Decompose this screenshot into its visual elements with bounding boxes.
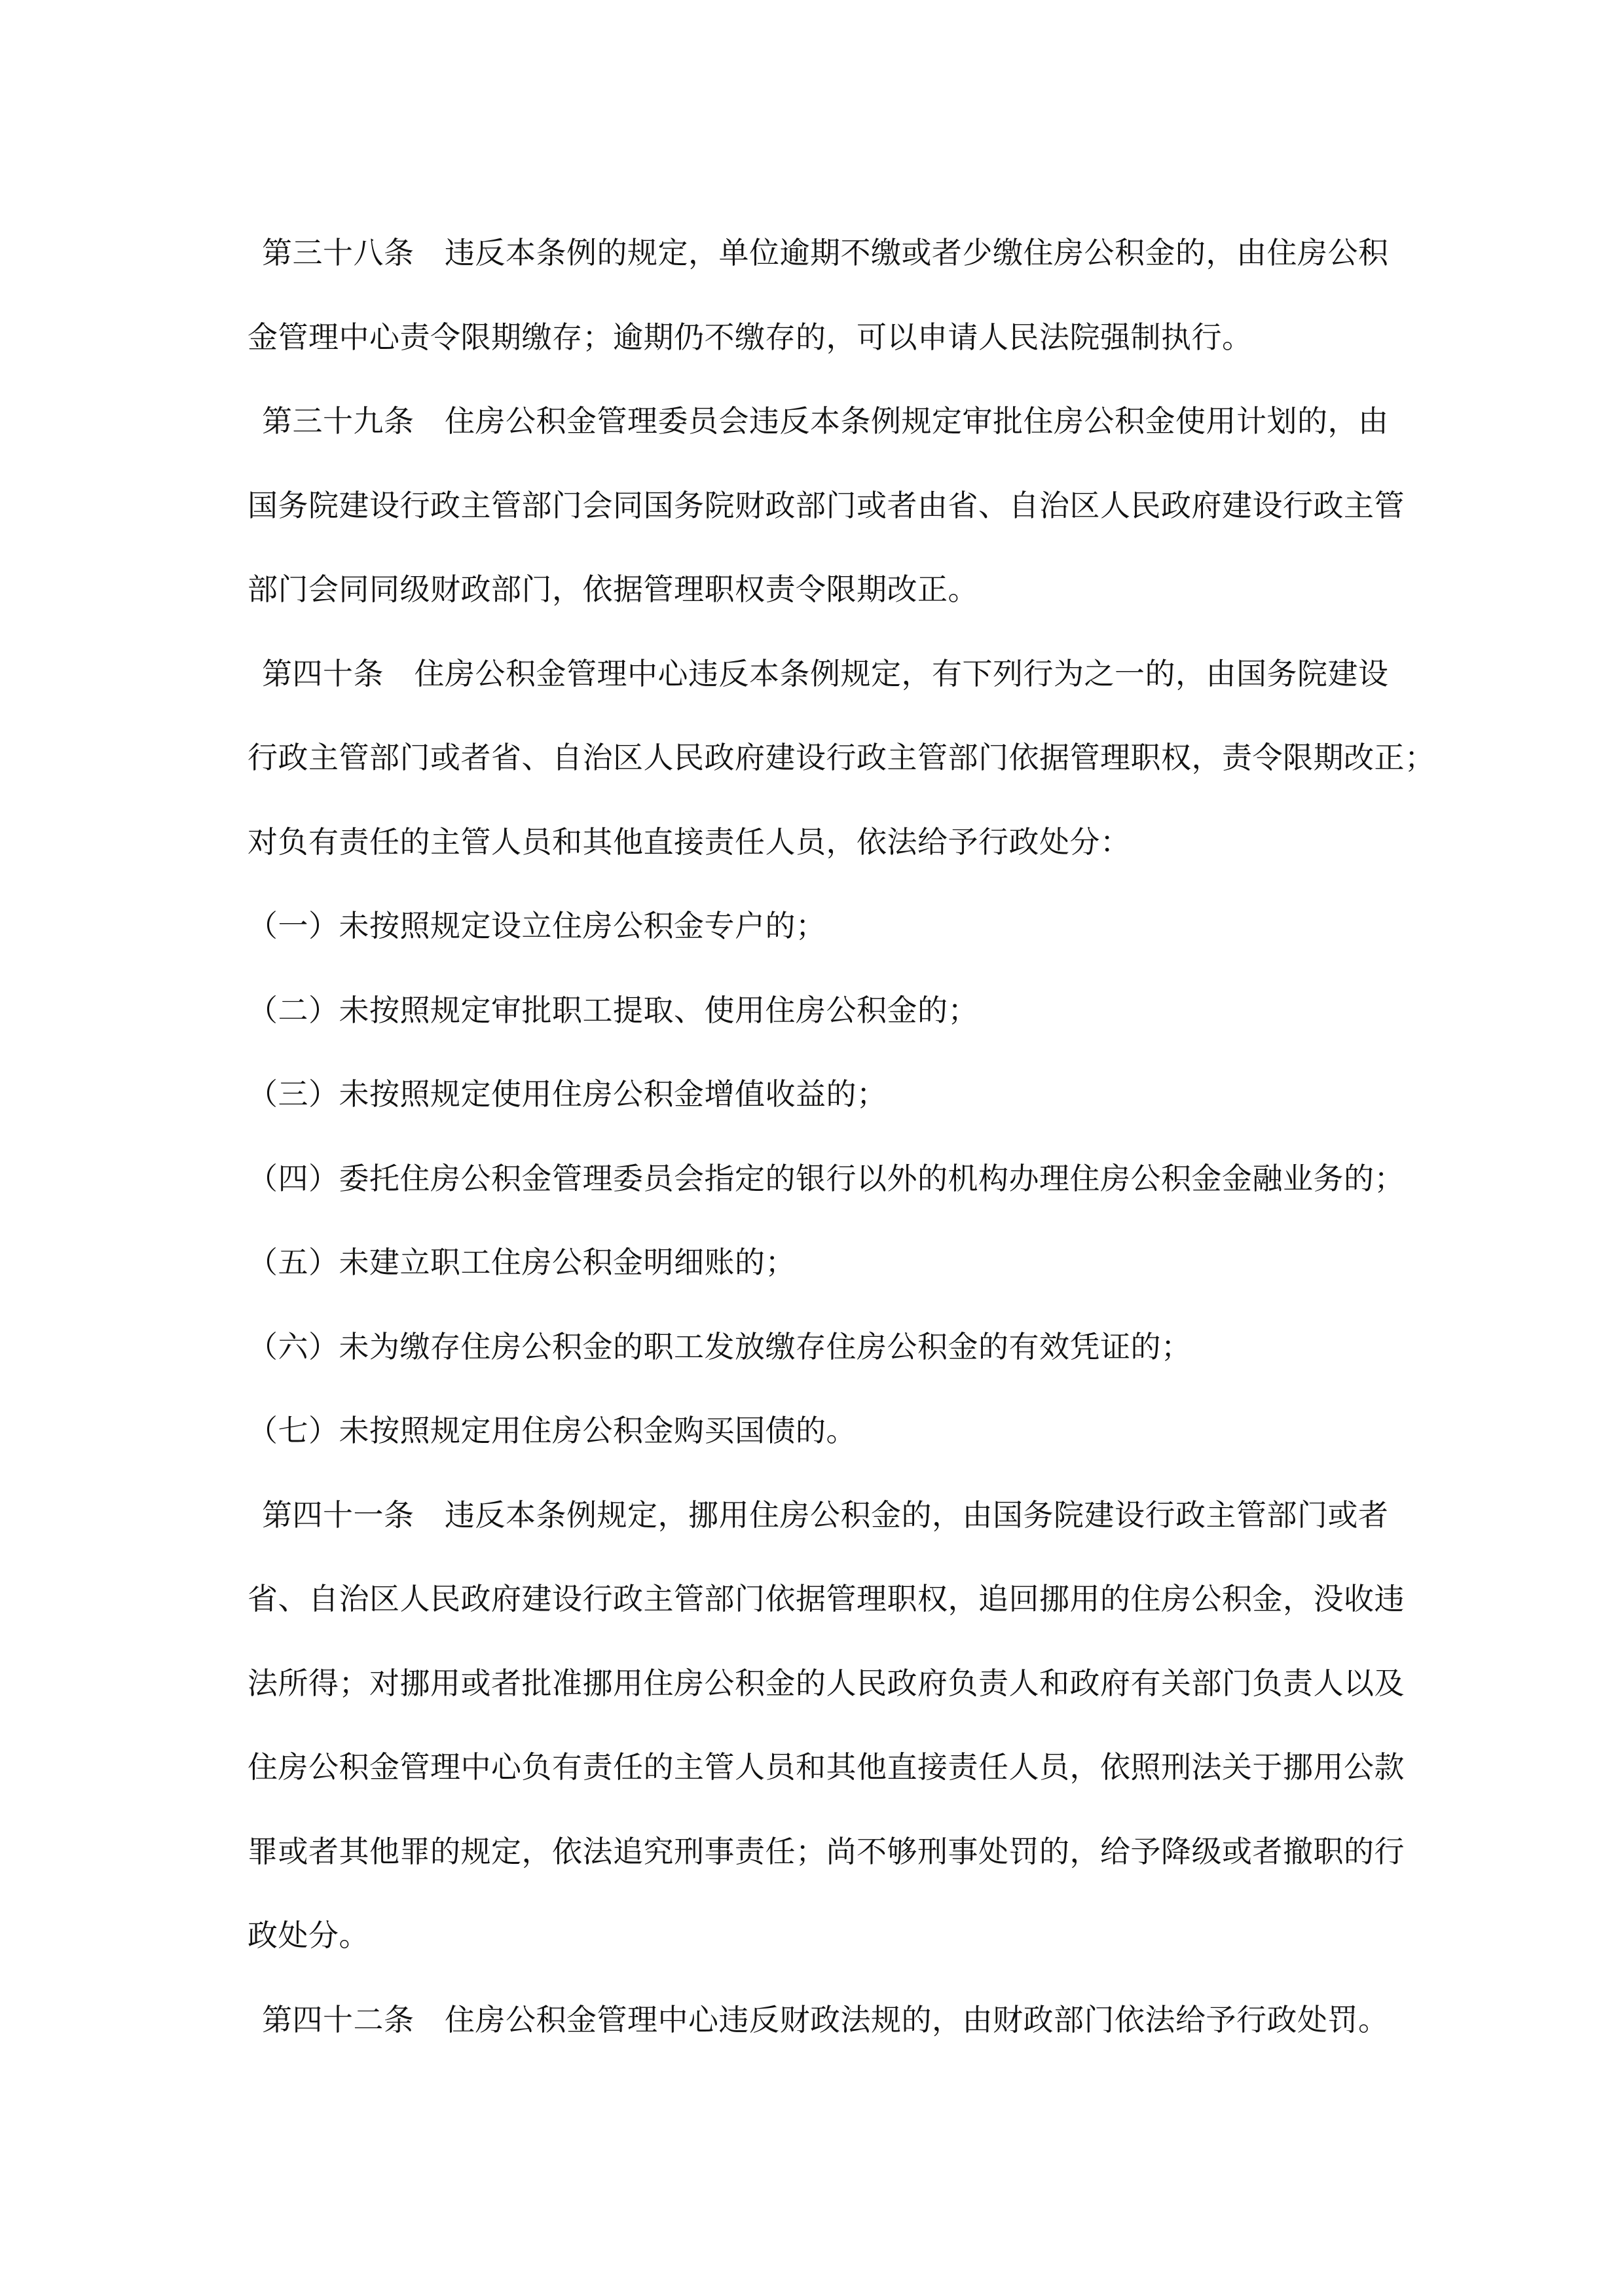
paragraph-line: 第四十二条 住房公积金管理中心违反财政法规的，由财政部门依法给予行政处罚。 <box>262 2001 1389 2037</box>
list-item: （四）委托住房公积金管理委员会指定的银行以外的机构办理住房公积金金融业务的； <box>248 1160 1405 1196</box>
paragraph-line: 第三十八条 违反本条例的规定，单位逾期不缴或者少缴住房公积金的，由住房公积 <box>262 235 1389 270</box>
paragraph-line: 对负有责任的主管人员和其他直接责任人员，依法给予行政处分： <box>248 824 1131 860</box>
paragraph-line: 第四十条 住房公积金管理中心违反本条例规定，有下列行为之一的，由国务院建设 <box>262 655 1389 691</box>
paragraph-line: 第四十一条 违反本条例规定，挪用住房公积金的，由国务院建设行政主管部门或者 <box>262 1497 1389 1533</box>
paragraph-line: 罪或者其他罪的规定，依法追究刑事责任；尚不够刑事处罚的，给予降级或者撤职的行 <box>248 1833 1405 1869</box>
list-item: （二）未按照规定审批职工提取、使用住房公积金的； <box>248 992 978 1028</box>
paragraph-line: 行政主管部门或者省、自治区人民政府建设行政主管部门依据管理职权，责令限期改正； <box>248 740 1435 775</box>
list-item: （三）未按照规定使用住房公积金增值收益的； <box>248 1076 887 1112</box>
paragraph-line: 金管理中心责令限期缴存；逾期仍不缴存的，可以申请人民法院强制执行。 <box>248 319 1253 355</box>
document-page <box>248 211 1435 2062</box>
list-item: （七）未按照规定用住房公积金购买国债的。 <box>248 1413 857 1448</box>
list-item: （一）未按照规定设立住房公积金专户的； <box>248 908 826 943</box>
paragraph-line: 法所得；对挪用或者批准挪用住房公积金的人民政府负责人和政府有关部门负责人以及 <box>248 1665 1405 1701</box>
paragraph-line: 省、自治区人民政府建设行政主管部门依据管理职权，追回挪用的住房公积金，没收违 <box>248 1581 1405 1616</box>
list-item: （五）未建立职工住房公积金明细账的； <box>248 1245 796 1280</box>
paragraph-line: 国务院建设行政主管部门会同国务院财政部门或者由省、自治区人民政府建设行政主管 <box>248 487 1405 523</box>
list-item: （六）未为缴存住房公积金的职工发放缴存住房公积金的有效凭证的； <box>248 1328 1192 1364</box>
paragraph-line: 政处分。 <box>248 1918 369 1953</box>
paragraph-line: 第三十九条 住房公积金管理委员会违反本条例规定审批住房公积金使用计划的，由 <box>262 403 1389 439</box>
paragraph-line: 部门会同同级财政部门，依据管理职权责令限期改正。 <box>248 572 978 607</box>
paragraph-line: 住房公积金管理中心负有责任的主管人员和其他直接责任人员，依照刑法关于挪用公款 <box>248 1749 1405 1785</box>
